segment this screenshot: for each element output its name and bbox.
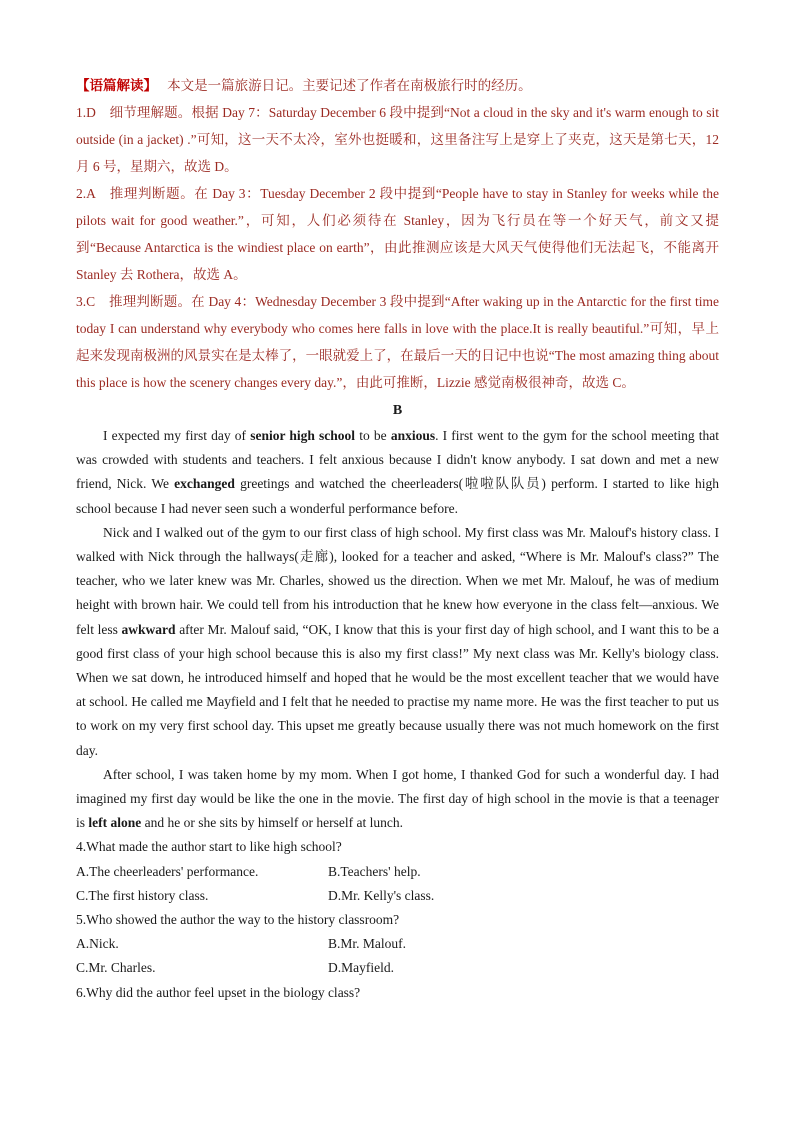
option: D.Mr. Kelly's class. [328, 887, 435, 903]
analysis-item-3: 3.C 推理判断题。在 Day 4：Wednesday December 3 段中提到“After waking up in the Antarctic for the first time today I can understand why everybody who comes here falls in love with the place.It is really beautiful.”可知，早上起来发现南极洲的风景实在是太棒了，一眼就爱上了，在最后一天的日记中也说“The most amazing thing about this place is how the scenery changes every day.”，由此可推断，Lizzie 感觉南极很神奇，故选 C。 [76, 294, 719, 390]
analysis-label: 【语篇解读】 [76, 78, 157, 93]
reading-passage [76, 424, 719, 835]
option: C.The first history class. [76, 887, 209, 903]
question-5: 5.Who showed the author the way to the history classroom? [76, 912, 400, 928]
option: C.Mr. Charles. [76, 960, 156, 976]
question-4-options-row-2 [76, 884, 719, 908]
passage-paragraph-3 [76, 763, 719, 836]
passage-text: and he or she sits by himself or herself at lunch. [141, 815, 403, 831]
questions-section [76, 835, 719, 1004]
passage-text: greetings and watched the cheerleaders(啦啦队队员) perform. I started to like high school because I had never seen such a wonderful performance before. [76, 476, 720, 516]
analysis-summary: 本文是一篇旅游日记。主要记述了作者在南极旅行时的经历。 [167, 78, 532, 93]
analysis-item-2: 2.A 推理判断题。在 Day 3：Tuesday December 2 段中提到“People have to stay in Stanley for weeks while the pilots wait for good weather.”，可知，人们必须待在 Stanley，因为飞行员在等一个好天气，前文又提到“Because Antarctica is the windiest place on earth”，由此推测应该是大风天气使得他们无法起飞，不能离开 Stanley 去 Rothera，故选 A。 [76, 186, 719, 282]
question-4-options-row-1 [76, 860, 719, 884]
bold-term: anxious [390, 428, 436, 443]
bold-term: exchanged [174, 476, 235, 492]
question-5-options-row-1 [76, 932, 719, 956]
analysis-section [76, 72, 719, 396]
passage-text: Nick and I walked out of the gym to our first class of high school. My first class was Mr. Malouf's history class. I walked with Nick through the hallways(走廊), looked for a teacher and asked, “Where is Mr. Malouf's class?” The teacher, who we later knew was Mr. Charles, showed us the direction. When we met Mr. Malouf, he was of medium height with brown hair. We could tell from his introduction that he knew how everyone in the class felt—anxious. We felt less [76, 524, 719, 637]
option: B.Teachers' help. [328, 863, 421, 879]
passage-paragraph-2 [76, 521, 719, 763]
bold-term: awkward [121, 621, 176, 637]
document-page [76, 72, 719, 1005]
passage-text: I expected my first day of [103, 428, 251, 443]
question-6: 6.Why did the author feel upset in the biology class? [76, 984, 361, 1000]
passage-text: after Mr. Malouf said, “OK, I know that this is your first day of high school, and I want this to be a good first class of your high school because this is also my first class!” My next class was Mr. Kelly's biology class. When we sat down, he introduced himself and hoped that he would be the most excellent teacher that we would have at school. He called me Mayfield and I felt that he needed to practise my name more. He was the first teacher to put us to work on my very first school day. This upset me greatly because usually there was not much homework on the first day. [76, 621, 719, 758]
option: A.Nick. [76, 936, 119, 952]
analysis-intro [76, 72, 719, 99]
option: D.Mayfield. [328, 960, 394, 976]
passage-text: . I first went to the gym for the school meeting that was crowded with students and teachers. I felt anxious because I didn't know anybody. I sat down and met a new friend, Nick. We [76, 428, 719, 492]
question-5-options-row-2 [76, 956, 719, 980]
passage-paragraph-1 [76, 424, 719, 521]
option: A.The cheerleaders' performance. [76, 863, 259, 879]
question-4: 4.What made the author start to like high school? [76, 839, 342, 855]
option: B.Mr. Malouf. [328, 936, 407, 952]
section-title: B [392, 403, 403, 418]
bold-term: senior high school [250, 428, 356, 443]
passage-text: to be [355, 428, 391, 443]
bold-term: left alone [88, 815, 142, 831]
passage-text: After school, I was taken home by my mom. When I got home, I thanked God for such a wonderful day. I had imagined my first day would be like the one in the movie. The first day of high school in the movie is that a teenager is [76, 766, 719, 831]
analysis-item-1: 1.D 细节理解题。根据 Day 7：Saturday December 6 段中提到“Not a cloud in the sky and it's warm enough to sit outside (in a jacket) .”可知，这一天不太冷，室外也挺暖和，这里备注写上是穿上了夹克，这天是第七天，12 月 6 号，星期六，故选 D。 [76, 105, 719, 174]
